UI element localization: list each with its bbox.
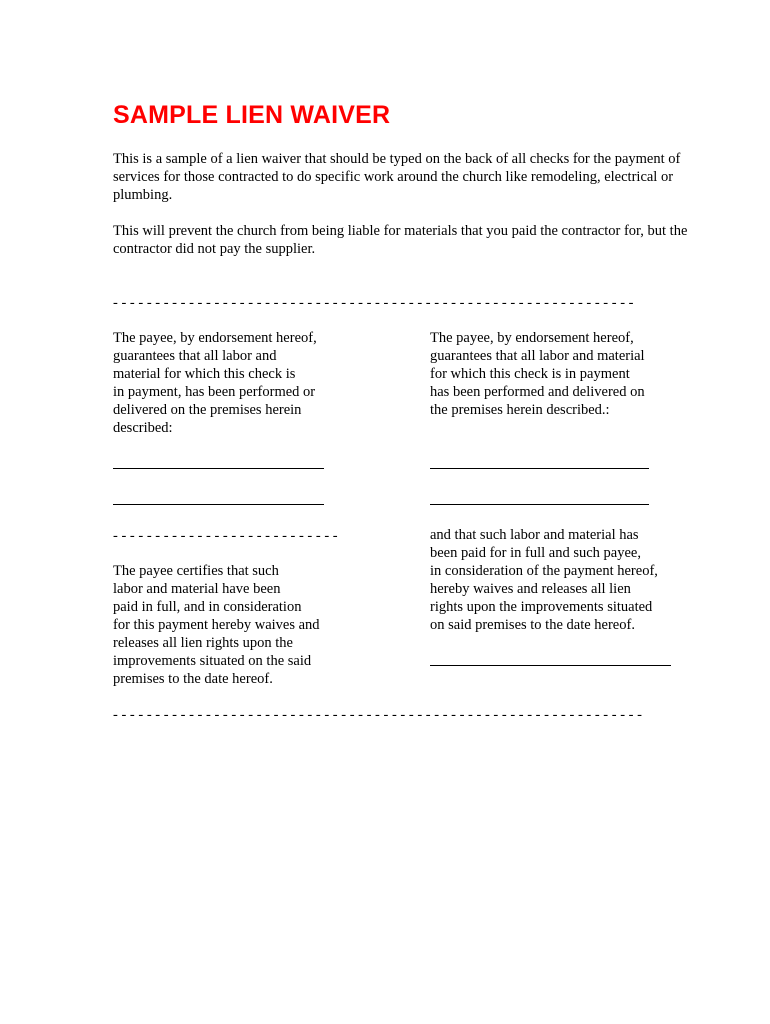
left-guarantee-text	[113, 329, 353, 437]
text-line: been paid for in full and such payee,	[430, 545, 641, 561]
right-signature-line-3[interactable]	[430, 665, 671, 666]
text-line: delivered on the premises herein	[113, 402, 302, 418]
text-line: in consideration of the payment hereof,	[430, 563, 658, 579]
text-line: guarantees that all labor and material	[430, 348, 645, 364]
text-line: paid in full, and in consideration	[113, 599, 302, 615]
text-line: The payee, by endorsement hereof,	[430, 330, 634, 346]
right-waiver-text	[430, 526, 680, 634]
intro-paragraph-1: This is a sample of a lien waiver that should be typed on the back of all checks for the payment of services for those contracted to do specific work around the church like remodeling, electrical or plumbing.	[113, 151, 681, 203]
text-line: The payee certifies that such	[113, 563, 279, 579]
right-signature-line-1[interactable]	[430, 468, 649, 469]
middle-dashed-separator: - - - - - - - - - - - - - - - - - - - - - - - - - - -	[113, 528, 338, 544]
text-line: premises to the date hereof.	[113, 671, 273, 687]
left-certification-text	[113, 562, 353, 688]
text-line: and that such labor and material has	[430, 527, 639, 543]
text-line: hereby waives and releases all lien	[430, 581, 631, 597]
left-signature-line-1[interactable]	[113, 468, 324, 469]
text-line: on said premises to the date hereof.	[430, 617, 635, 633]
text-line: in payment, has been performed or	[113, 384, 316, 400]
text-line: releases all lien rights upon the	[113, 635, 293, 651]
text-line: for this payment hereby waives and	[113, 617, 320, 633]
text-line: described:	[113, 420, 173, 436]
text-line: for which this check is in payment	[430, 366, 630, 382]
text-line: rights upon the improvements situated	[430, 599, 653, 615]
text-line: labor and material have been	[113, 581, 281, 597]
text-line: the premises herein described.:	[430, 402, 610, 418]
text-line: guarantees that all labor and	[113, 348, 277, 364]
text-line: has been performed and delivered on	[430, 384, 645, 400]
intro-paragraph-2: This will prevent the church from being liable for materials that you paid the contractor for, but the contractor did not pay the supplier.	[113, 223, 688, 257]
right-signature-line-2[interactable]	[430, 504, 649, 505]
bottom-dashed-separator: - - - - - - - - - - - - - - - - - - - - - - - - - - - - - - - - - - - - - - - - - - - - - - - - - - - - - - - - - - - - - - -	[113, 707, 642, 723]
text-line: The payee, by endorsement hereof,	[113, 330, 317, 346]
page-title: SAMPLE LIEN WAIVER	[113, 101, 391, 129]
left-signature-line-2[interactable]	[113, 504, 324, 505]
right-guarantee-text	[430, 329, 680, 419]
top-dashed-separator: - - - - - - - - - - - - - - - - - - - - - - - - - - - - - - - - - - - - - - - - - - - - - - - - - - - - - - - - - - - - - -	[113, 295, 634, 311]
text-line: material for which this check is	[113, 366, 296, 382]
text-line: improvements situated on the said	[113, 653, 312, 669]
